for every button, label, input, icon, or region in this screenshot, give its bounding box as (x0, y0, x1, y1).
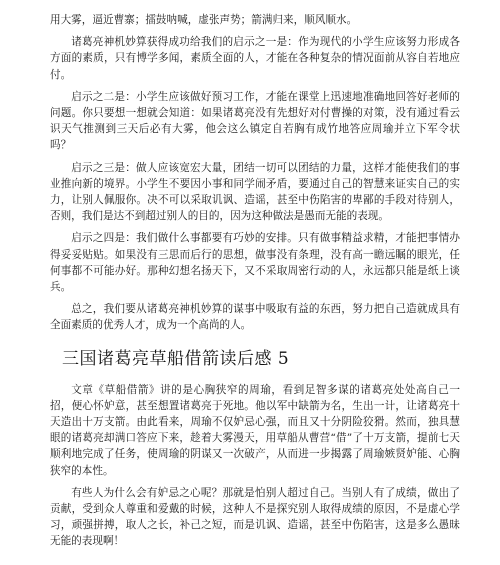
paragraph-6: 总之，我们要从诸葛亮神机妙算的谋事中吸取有益的东西，努力把自己造就成具有全面素质的优秀人才，成为一个高尚的人。 (50, 303, 460, 332)
paragraph-3: 启示之二是：小学生应该做好预习工作，才能在课堂上迅速地准确地回答好老师的问题。你只要想一想就会知道：如果诸葛亮没有先想好对付曹操的对策，没有通过看云识天气推测到三天后必有大雾，他会这么镇定自若胸有成竹地答应周瑜并立下军令状吗？ (50, 90, 460, 152)
paragraph-8: 有些人为什么会有妒忌之心呢？那就是怕别人超过自己。当别人有了成绩，做出了贡献，受到众人尊重和爱戴的时候，这种人不是探究别人取得成绩的原因，不是虚心学习，顽强拼搏，取人之长，补己之短，而是讥讽、造谣，甚至中伤陷害，这是多么愚昧无能的表现啊！ (50, 486, 460, 548)
paragraph-5: 启示之四是：我们做什么事都要有巧妙的安排。只有做事精益求精，才能把事情办得妥妥贴贴。如果没有三思而后行的思想，做事没有条理，没有高一瞻远瞩的眼光，任何事都不可能办好。那种幻想名扬天下，又不采取周密行动的人，永远都只能是纸上谈兵。 (50, 232, 460, 294)
paragraph-2: 诸葛亮神机妙算获得成功给我们的启示之一是：作为现代的小学生应该努力形成各方面的素质，只有博学多闻，素质全面的人，才能在各种复杂的情况面前从容自若地应付。 (50, 36, 460, 81)
paragraph-1: 用大雾，逼近曹寨；擂鼓呐喊，虚张声势；箭满归来，顺风顺水。 (50, 14, 358, 26)
paragraph-7: 文章《草船借箭》讲的是心胸狭窄的周瑜，看到足智多谋的诸葛亮处处高自己一招，便心怀妒意，甚至想置诸葛亮于死地。他以军中缺箭为名，生出一计，让诸葛亮十天造出十万支箭。由此看来，周瑜不仅妒忌心强，而且又十分阴险狡猾。然而，独具慧眼的诸葛亮却满口答应下来，趁着大雾漫天，用草船从曹营“借”了十万支箭，提前七天顺利地完成了任务，使周瑜的阴谋又一次破产，从而进一步揭露了周瑜嫉贤妒能、心胸狭窄的本性。 (50, 383, 460, 477)
section-heading: 三国诸葛亮草船借箭读后感 5 (62, 348, 290, 369)
paragraph-4: 启示之三是：做人应该宽宏大量，团结一切可以团结的力量，这样才能使我们的事业推向新的境界。小学生不要因小事和同学闹矛盾，要通过自己的智慧来证实自己的实力，让别人佩服你。决不可以采取讥讽、造谣，甚至中伤陷害的卑鄙的手段对待别人，否则，我们是达不到超过别人的目的，因为这种做法是愚而无能的表现。 (50, 161, 460, 223)
